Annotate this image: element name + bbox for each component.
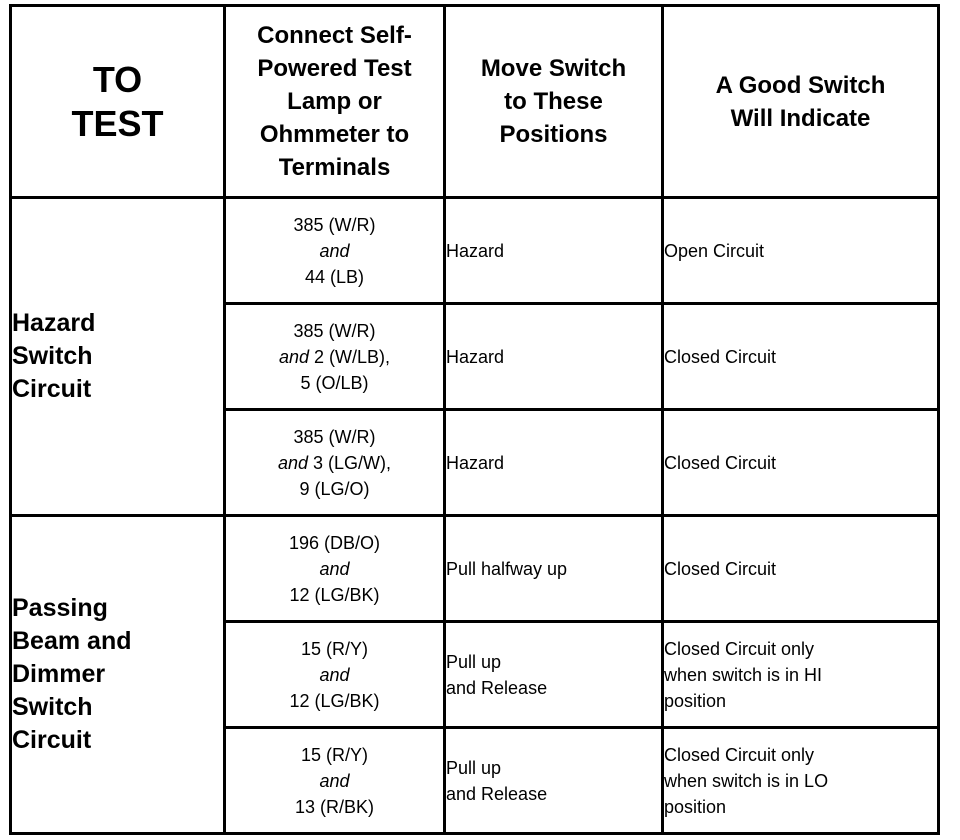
indication-cell bbox=[663, 728, 939, 834]
indication-cell bbox=[663, 622, 939, 728]
group-line: Beam and bbox=[12, 627, 132, 655]
terminal-text: 15 (R/Y) bbox=[300, 744, 369, 765]
terminal-text: 12 (LG/BK) bbox=[289, 690, 380, 711]
group-line: Switch bbox=[12, 342, 93, 370]
position-text: Pull halfway up bbox=[446, 558, 568, 579]
and-text: and bbox=[277, 452, 309, 473]
header-move-switch bbox=[445, 6, 663, 198]
indication-text: when switch is in LO bbox=[664, 770, 829, 791]
group-hazard-switch-circuit bbox=[11, 198, 225, 516]
and-text: and bbox=[278, 346, 310, 367]
terminals-cell bbox=[225, 410, 445, 516]
terminal-text: 13 (R/BK) bbox=[294, 796, 375, 817]
header-line: Connect Self- bbox=[257, 22, 412, 49]
and-text: and bbox=[319, 770, 350, 791]
group-line: Circuit bbox=[12, 726, 92, 754]
header-line: Will Indicate bbox=[730, 104, 871, 132]
terminal-text: 196 (DB/O) bbox=[288, 532, 381, 553]
terminal-text: 12 (LG/BK) bbox=[289, 584, 380, 605]
indication-text: Closed Circuit only bbox=[664, 744, 815, 765]
group-line: Hazard bbox=[12, 309, 96, 337]
terminal-text: 385 (W/R) bbox=[293, 320, 376, 341]
position-cell bbox=[445, 304, 663, 410]
position-text: Pull up bbox=[446, 651, 502, 672]
header-row bbox=[11, 6, 939, 198]
indication-text: Closed Circuit bbox=[664, 346, 777, 367]
indication-cell bbox=[663, 198, 939, 304]
header-line: TO bbox=[92, 58, 143, 100]
position-cell bbox=[445, 728, 663, 834]
and-text: and bbox=[319, 240, 350, 261]
indication-text: position bbox=[664, 796, 727, 817]
position-cell bbox=[445, 622, 663, 728]
indication-text: Closed Circuit bbox=[664, 452, 777, 473]
group-passing-beam-dimmer-circuit bbox=[11, 516, 225, 834]
and-text: and bbox=[319, 664, 350, 685]
position-cell bbox=[445, 410, 663, 516]
position-text: Hazard bbox=[446, 346, 505, 367]
position-text: Hazard bbox=[446, 452, 505, 473]
terminals-cell bbox=[225, 728, 445, 834]
switch-test-table bbox=[9, 4, 940, 835]
header-line: Powered Test bbox=[257, 55, 412, 82]
indication-cell bbox=[663, 410, 939, 516]
group-line: Switch bbox=[12, 693, 93, 721]
header-to-test bbox=[11, 6, 225, 198]
indication-text: Open Circuit bbox=[664, 240, 765, 261]
group-line: Dimmer bbox=[12, 660, 106, 688]
indication-text: Closed Circuit bbox=[664, 558, 777, 579]
terminal-text: 5 (O/LB) bbox=[300, 372, 369, 393]
terminal-text: 385 (W/R) bbox=[293, 426, 376, 447]
position-text: and Release bbox=[446, 677, 548, 698]
header-line: Terminals bbox=[278, 154, 391, 181]
terminal-text: 44 (LB) bbox=[304, 266, 365, 287]
header-line: A Good Switch bbox=[715, 71, 886, 99]
terminal-text: 9 (LG/O) bbox=[299, 478, 370, 499]
terminal-text: 3 (LG/W), bbox=[308, 452, 392, 473]
header-line: Positions bbox=[499, 121, 608, 148]
position-cell bbox=[445, 198, 663, 304]
group-line: Circuit bbox=[12, 375, 92, 403]
indication-cell bbox=[663, 516, 939, 622]
group-line: Passing bbox=[12, 594, 108, 622]
terminals-cell bbox=[225, 198, 445, 304]
header-good-switch bbox=[663, 6, 939, 198]
terminal-text: 385 (W/R) bbox=[293, 214, 376, 235]
position-text: and Release bbox=[446, 783, 548, 804]
header-connect-terminals bbox=[225, 6, 445, 198]
header-line: to These bbox=[504, 88, 603, 115]
position-text: Pull up bbox=[446, 757, 502, 778]
terminal-text: 2 (W/LB), bbox=[309, 346, 391, 367]
header-line: Lamp or bbox=[287, 88, 382, 115]
table-row bbox=[11, 198, 939, 304]
terminals-cell bbox=[225, 304, 445, 410]
terminal-text: 15 (R/Y) bbox=[300, 638, 369, 659]
indication-cell bbox=[663, 304, 939, 410]
header-line: TEST bbox=[71, 102, 164, 144]
position-text: Hazard bbox=[446, 240, 505, 261]
indication-text: Closed Circuit only bbox=[664, 638, 815, 659]
indication-text: when switch is in HI bbox=[664, 664, 823, 685]
header-line: Ohmmeter to bbox=[259, 121, 410, 148]
indication-text: position bbox=[664, 690, 727, 711]
terminals-cell bbox=[225, 516, 445, 622]
switch-test-chart bbox=[9, 4, 937, 832]
and-text: and bbox=[319, 558, 350, 579]
terminals-cell bbox=[225, 622, 445, 728]
table-row bbox=[11, 516, 939, 622]
position-cell bbox=[445, 516, 663, 622]
header-line: Move Switch bbox=[480, 55, 627, 82]
